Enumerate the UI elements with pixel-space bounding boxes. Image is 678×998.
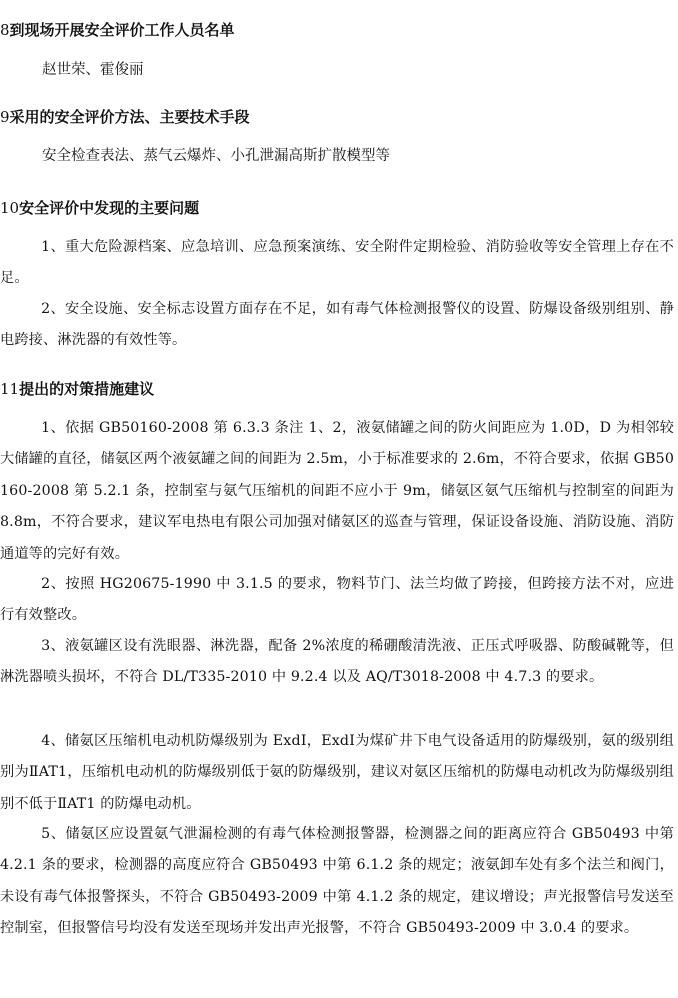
- section-title: 到现场开展安全评价工作人员名单: [9, 21, 235, 39]
- section-11-paragraph-3: 3、液氨罐区设有洗眼器、淋洗器，配备 2%浓度的稀硼酸清洗液、正压式呼吸器、防酸碱靴等，但淋洗器喷头损坏，不符合 DL/T335-2010 中 9.2.4 以及 AQ/T3018-2008 中 4.7.3 的要求。: [0, 638, 674, 686]
- section-number: 9: [0, 108, 10, 126]
- section-11-paragraph-5: 5、储氨区应设置氨气泄漏检测的有毒气体检测报警器，检测器之间的距离应符合 GB50493 中第 4.2.1 条的要求，检测器的高度应符合 GB50493 中第 6.1.2 条的规定；液氨卸车处有多个法兰和阀门，未设有毒气体报警探头，不符合 GB50493-2009 中第 4.1.2 条的规定，建议增设；声光报警信号发送至控制室，但报警信号均没有发送至现场并发出声光报警，不符合 GB50493-2009 中 3.0.4 的要求。: [0, 826, 674, 937]
- section-title: 提出的对策措施建议: [19, 380, 155, 398]
- section-11-paragraph-4: 4、储氨区压缩机电动机防爆级别为 ExdⅠ，ExdⅠ为煤矿井下电气设备适用的防爆级别，氨的级别组别为ⅡAT1，压缩机电动机的防爆级别低于氨的防爆级别，建议对氨区压缩机的防爆电动机改为防爆级别组别不低于ⅡAT1 的防爆电动机。: [0, 733, 674, 812]
- section-10-heading: [0, 198, 678, 218]
- section-9-content: 安全检查表法、蒸气云爆炸、小孔泄漏高斯扩散模型等: [42, 148, 390, 164]
- section-9-heading: [0, 107, 678, 127]
- section-number: 11: [0, 380, 20, 398]
- section-10-paragraph-1: 1、重大危险源档案、应急培训、应急预案演练、安全附件定期检验、消防验收等安全管理上存在不足。: [0, 239, 674, 287]
- section-title: 采用的安全评价方法、主要技术手段: [9, 108, 250, 126]
- section-11-heading: [0, 379, 678, 399]
- section-11-paragraph-1: 1、依据 GB50160-2008 第 6.3.3 条注 1、2，液氨储罐之间的防火间距应为 1.0D，D 为相邻较大储罐的直径，储氨区两个液氨罐之间的间距为 2.5m，小于标准要求的 2.6m，不符合要求，依据 GB50160-2008 第 5.2.1 条，控制室与氨气压缩机的间距不应小于 9m，储氨区氨气压缩机与控制室的间距为 8.8m，不符合要求，建议军电热电有限公司加强对储氨区的巡查与管理，保证设备设施、消防设施、消防通道等的完好有效。: [0, 420, 674, 562]
- section-10-paragraph-2: 2、安全设施、安全标志设置方面存在不足，如有毒气体检测报警仪的设置、防爆设备级别组别、静电跨接、淋洗器的有效性等。: [0, 301, 674, 349]
- section-8-content: 赵世荣、霍俊丽: [42, 62, 144, 78]
- section-title: 安全评价中发现的主要问题: [19, 199, 200, 217]
- section-number: 10: [0, 199, 20, 217]
- section-number: 8: [0, 21, 10, 39]
- section-8-heading: [0, 20, 678, 40]
- section-11-paragraph-2: 2、按照 HG20675-1990 中 3.1.5 的要求，物料节门、法兰均做了跨接，但跨接方法不对，应进行有效整改。: [0, 576, 674, 624]
